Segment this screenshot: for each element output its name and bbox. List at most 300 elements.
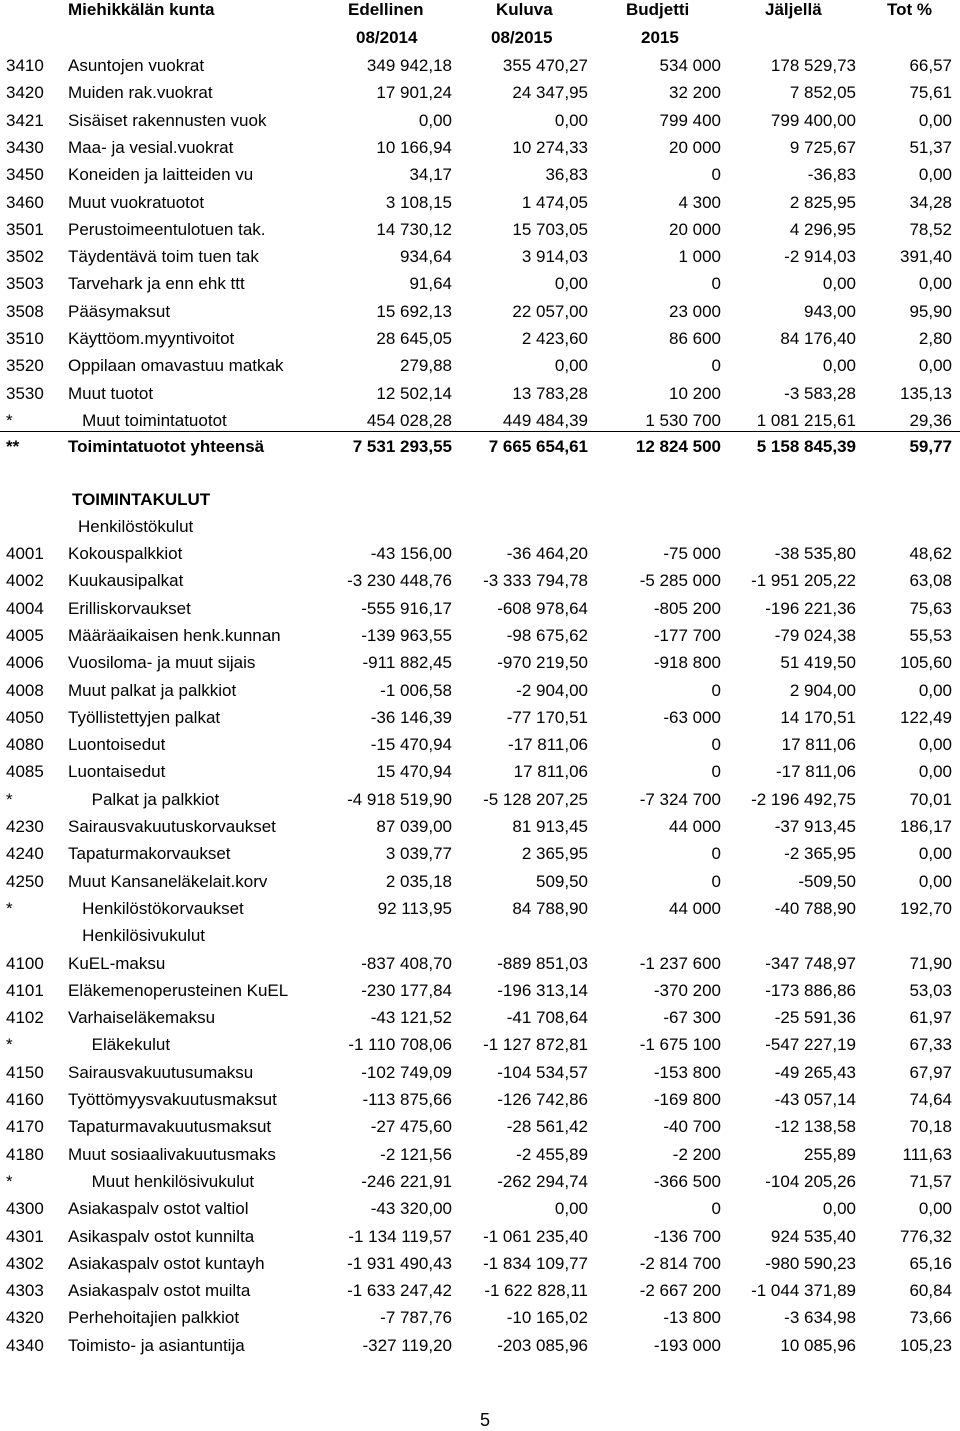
remaining-value: -3 583,28 — [784, 383, 856, 403]
budget-value: 1 000 — [678, 247, 721, 267]
current-value: -196 313,14 — [497, 980, 588, 1000]
total-pct-value: 0,00 — [918, 871, 952, 891]
table-row — [0, 1141, 960, 1168]
previous-value: 279,88 — [400, 356, 452, 376]
current-value: -77 170,51 — [506, 707, 588, 727]
remaining-value: 10 085,96 — [780, 1335, 856, 1355]
account-name: Maa- ja vesial.vuokrat — [68, 137, 234, 157]
account-name: Sairausvakuutuskorvaukset — [68, 817, 276, 836]
table-row — [0, 79, 960, 106]
table-row — [0, 1304, 960, 1331]
previous-value: -1 633 247,42 — [347, 1281, 452, 1301]
budget-value: 1 530 700 — [645, 410, 721, 430]
costs-section-title: TOIMINTAKULUT — [72, 490, 211, 509]
total-pct-value: 0,00 — [918, 274, 952, 294]
account-code: 4004 — [6, 598, 44, 618]
account-code: 3410 — [6, 56, 44, 75]
previous-value: -1 110 708,06 — [348, 1035, 452, 1055]
account-name: Pääsymaksut — [68, 301, 171, 321]
account-name: Kokouspalkkiot — [68, 544, 183, 563]
budget-value: -2 200 — [672, 1144, 721, 1164]
account-name: Sisäiset rakennusten vuok — [68, 110, 267, 130]
table-row — [0, 1332, 960, 1359]
previous-value: 14 730,12 — [376, 219, 452, 239]
remaining-value: -25 591,36 — [774, 1008, 856, 1028]
total-pct-value: 65,16 — [909, 1253, 952, 1273]
current-value: 81 913,45 — [512, 817, 588, 836]
current-value: 24 347,95 — [512, 83, 588, 103]
total-pct-value: 75,61 — [909, 83, 952, 103]
table-row — [0, 243, 960, 270]
account-name: Perhehoitajien palkkiot — [68, 1308, 240, 1328]
current-value: -608 978,64 — [497, 598, 588, 618]
header-total-pct-label: Tot % — [887, 0, 933, 19]
account-code: 4320 — [6, 1308, 44, 1328]
current-value: -17 811,06 — [507, 735, 588, 755]
table-row — [0, 567, 960, 594]
current-value: 13 783,28 — [512, 383, 588, 403]
account-name: Vuosiloma- ja muut sijais — [68, 653, 256, 673]
account-name: Eläkekulut — [68, 1035, 171, 1055]
previous-value: -1 134 119,57 — [348, 1226, 452, 1246]
account-code: 4302 — [6, 1253, 44, 1273]
budget-value: -5 285 000 — [639, 571, 721, 591]
current-value: -2 904,00 — [516, 680, 588, 700]
total-pct-value: 67,97 — [909, 1062, 952, 1082]
remaining-value: -37 913,45 — [774, 817, 856, 836]
total-pct-value: 0,00 — [918, 762, 952, 782]
account-name: Muut palkat ja palkkiot — [68, 680, 237, 700]
account-name: Työttömyysvakuutusmaksut — [68, 1090, 277, 1109]
budget-value: 0 — [711, 871, 721, 891]
costs-subtitle: Henkilöstökulut — [78, 517, 194, 536]
previous-value: -1 006,58 — [380, 680, 452, 700]
account-name: Henkilöstökorvaukset — [68, 898, 244, 918]
remaining-value: 0,00 — [822, 356, 856, 376]
budget-value: 20 000 — [669, 219, 721, 239]
table-row — [0, 298, 960, 325]
remaining-value: 1 081 215,61 — [756, 410, 856, 430]
remaining-value: -1 044 371,89 — [751, 1281, 856, 1301]
account-code: 4101 — [6, 980, 44, 1000]
previous-value: -2 121,56 — [380, 1144, 452, 1164]
remaining-value: 255,89 — [804, 1144, 856, 1164]
budget-value: -370 200 — [653, 980, 721, 1000]
account-code: 4006 — [6, 653, 44, 673]
income-total-curr: 7 665 654,61 — [488, 437, 588, 456]
table-row — [0, 1223, 960, 1250]
income-total-pct: 59,77 — [909, 437, 952, 456]
remaining-value: 0,00 — [822, 1199, 856, 1219]
remaining-value: -79 024,38 — [774, 625, 856, 645]
budget-value: -169 800 — [653, 1090, 721, 1109]
account-code: 3420 — [6, 83, 44, 103]
budget-value: 534 000 — [659, 56, 721, 75]
account-code: * — [6, 898, 13, 918]
table-row — [0, 107, 960, 134]
table-row — [0, 380, 960, 407]
budget-value: -67 300 — [663, 1008, 721, 1028]
account-code: 4300 — [6, 1199, 44, 1219]
total-pct-value: 186,17 — [900, 817, 952, 836]
account-code: 3421 — [6, 110, 44, 130]
remaining-value: 84 176,40 — [780, 329, 856, 348]
account-code: 4230 — [6, 817, 44, 836]
table-row — [0, 677, 960, 704]
account-code: 4102 — [6, 1008, 44, 1028]
table-row — [0, 977, 960, 1004]
remaining-value: -547 227,19 — [765, 1035, 856, 1055]
current-value: 22 057,00 — [512, 301, 588, 321]
current-value: 0,00 — [554, 1199, 588, 1219]
previous-value: 28 645,05 — [376, 329, 452, 348]
total-pct-value: 78,52 — [909, 219, 952, 239]
current-value: 2 423,60 — [521, 329, 588, 348]
previous-value: -102 749,09 — [361, 1062, 452, 1082]
previous-value: 2 035,18 — [385, 871, 452, 891]
current-value: 0,00 — [554, 356, 588, 376]
total-pct-value: 391,40 — [900, 247, 952, 267]
remaining-value: 799 400,00 — [770, 110, 856, 130]
total-pct-value: 66,57 — [909, 56, 952, 75]
account-name: Muut Kansaneläkelait.korv — [68, 871, 268, 891]
total-pct-value: 0,00 — [918, 844, 952, 864]
account-name: Asiakaspalv ostot kuntayh — [68, 1253, 265, 1273]
current-value: 36,83 — [545, 165, 588, 185]
budget-value: 799 400 — [659, 110, 721, 130]
current-value: -203 085,96 — [497, 1335, 588, 1355]
remaining-value: -980 590,23 — [765, 1253, 856, 1273]
header-budget-label: Budjetti — [626, 0, 690, 19]
previous-value: 10 166,94 — [376, 137, 452, 157]
total-pct-value: 29,36 — [909, 410, 952, 430]
account-code: 4005 — [6, 625, 44, 645]
remaining-value: -347 748,97 — [765, 953, 856, 973]
account-name: Palkat ja palkkiot — [68, 789, 220, 809]
budget-value: -2 667 200 — [639, 1281, 721, 1301]
remaining-value: -40 788,90 — [774, 898, 856, 918]
table-row — [0, 407, 960, 434]
budget-value: -7 324 700 — [639, 789, 721, 809]
account-code: 3510 — [6, 329, 44, 348]
current-value: 355 470,27 — [502, 56, 588, 75]
previous-value: -15 470,94 — [370, 735, 452, 755]
income-total-name: Toimintatuotot yhteensä — [68, 437, 265, 456]
table-row — [0, 595, 960, 622]
account-code: 4008 — [6, 680, 44, 700]
total-pct-value: 0,00 — [918, 1199, 952, 1219]
remaining-value: 2 825,95 — [789, 192, 856, 212]
total-pct-value: 105,60 — [900, 653, 952, 673]
budget-value: -75 000 — [663, 544, 721, 563]
previous-value: 34,17 — [409, 165, 452, 185]
table-row — [0, 540, 960, 567]
total-pct-value: 75,63 — [909, 598, 952, 618]
remaining-value: -36,83 — [807, 165, 856, 185]
previous-value: 0,00 — [418, 110, 452, 130]
page-number: 5 — [480, 1410, 491, 1430]
account-code: 4100 — [6, 953, 44, 973]
previous-value: -555 916,17 — [361, 598, 452, 618]
table-row — [0, 216, 960, 243]
account-name: Eläkemenoperusteinen KuEL — [68, 980, 289, 1000]
account-code: 4080 — [6, 735, 44, 755]
previous-value: 12 502,14 — [376, 383, 452, 403]
total-pct-value: 135,13 — [900, 383, 952, 403]
previous-value: 349 942,18 — [366, 56, 452, 75]
previous-value: 87 039,00 — [376, 817, 452, 836]
previous-value: -43 121,52 — [370, 1008, 452, 1028]
current-value: -1 834 109,77 — [483, 1253, 588, 1273]
current-value: 0,00 — [554, 110, 588, 130]
account-code: 4150 — [6, 1062, 44, 1082]
budget-value: 0 — [711, 844, 721, 864]
current-value: -126 742,86 — [497, 1090, 588, 1109]
account-name: Asiakaspalv ostot muilta — [68, 1281, 251, 1301]
remaining-value: -1 951 205,22 — [751, 571, 856, 591]
account-code: 3430 — [6, 137, 44, 157]
account-name: Muut tuotot — [68, 383, 154, 403]
previous-value: -36 146,39 — [370, 707, 452, 727]
current-value: -1 622 828,11 — [484, 1281, 588, 1301]
table-row — [0, 731, 960, 758]
total-pct-value: 0,00 — [918, 165, 952, 185]
remaining-value: 2 904,00 — [789, 680, 856, 700]
total-pct-value: 0,00 — [918, 356, 952, 376]
table-row — [0, 325, 960, 352]
previous-value: 15 470,94 — [376, 762, 452, 782]
current-value: 1 474,05 — [521, 192, 588, 212]
total-pct-value: 60,84 — [909, 1281, 952, 1301]
account-name: Kuukausipalkat — [68, 571, 184, 591]
remaining-value: -2 365,95 — [784, 844, 856, 864]
table-row — [0, 1031, 960, 1058]
budget-value: 0 — [711, 356, 721, 376]
budget-value: -63 000 — [663, 707, 721, 727]
current-value: 10 274,33 — [512, 137, 588, 157]
table-row — [0, 352, 960, 379]
remaining-value: -173 886,86 — [765, 980, 856, 1000]
account-code: * — [6, 1035, 13, 1055]
total-pct-value: 0,00 — [918, 680, 952, 700]
remaining-value: 17 811,06 — [781, 735, 856, 755]
account-code: 4340 — [6, 1335, 44, 1355]
remaining-value: 9 725,67 — [789, 137, 856, 157]
budget-value: -1 237 600 — [639, 953, 721, 973]
current-value: -104 534,57 — [497, 1062, 588, 1082]
remaining-value: 0,00 — [822, 274, 856, 294]
previous-value: -327 119,20 — [362, 1335, 452, 1355]
current-value: 509,50 — [536, 871, 588, 891]
remaining-value: 178 529,73 — [770, 56, 856, 75]
account-code: 3460 — [6, 192, 44, 212]
current-value: -2 455,89 — [516, 1144, 588, 1164]
previous-value: -911 882,45 — [362, 653, 452, 673]
previous-value: -230 177,84 — [361, 980, 452, 1000]
budget-value: -805 200 — [653, 598, 721, 618]
account-name: Muut toimintatuotot — [68, 410, 227, 430]
table-row — [0, 270, 960, 297]
budget-value: -40 700 — [663, 1117, 721, 1137]
total-pct-value: 192,70 — [900, 898, 952, 918]
budget-value: 0 — [711, 165, 721, 185]
previous-value: -139 963,55 — [361, 625, 452, 645]
income-total-row — [0, 433, 960, 460]
previous-value: 454 028,28 — [366, 410, 452, 430]
header-prev-label: Edellinen — [348, 0, 424, 19]
total-pct-value: 63,08 — [909, 571, 952, 591]
total-pct-value: 2,80 — [918, 329, 952, 348]
account-name: Tapaturmakorvaukset — [68, 844, 231, 864]
previous-value: -4 918 519,90 — [347, 789, 452, 809]
account-code: 4301 — [6, 1226, 44, 1246]
total-pct-value: 111,63 — [902, 1144, 952, 1164]
remaining-value: -43 057,14 — [774, 1090, 856, 1109]
budget-value: 32 200 — [669, 83, 721, 103]
total-pct-value: 67,33 — [909, 1035, 952, 1055]
budget-value: -2 814 700 — [639, 1253, 721, 1273]
current-value: 15 703,05 — [512, 219, 588, 239]
table-row — [0, 895, 960, 922]
income-total-budget: 12 824 500 — [635, 437, 721, 456]
account-name: Muiden rak.vuokrat — [68, 83, 213, 103]
total-pct-value: 95,90 — [909, 301, 952, 321]
account-name: Luontoisedut — [68, 735, 166, 755]
budget-value: -13 800 — [663, 1308, 721, 1328]
header-municipality: Miehikkälän kunta — [68, 0, 215, 19]
account-code: 3502 — [6, 247, 44, 267]
current-value: -3 333 794,78 — [483, 571, 588, 591]
total-pct-value: 70,01 — [909, 789, 952, 809]
account-code: 4085 — [6, 762, 44, 782]
budget-value: -177 700 — [653, 625, 721, 645]
current-value: -262 294,74 — [497, 1171, 588, 1191]
table-row — [0, 161, 960, 188]
budget-value: 0 — [711, 274, 721, 294]
account-name: Täydentävä toim tuen tak — [68, 247, 259, 267]
account-code: 4160 — [6, 1090, 44, 1109]
current-value: -1 127 872,81 — [483, 1035, 588, 1055]
current-value: -98 675,62 — [506, 625, 588, 645]
account-name: Käyttöom.myyntivoitot — [68, 329, 235, 348]
previous-value: -837 408,70 — [361, 953, 452, 973]
previous-value: -43 156,00 — [370, 544, 452, 563]
table-row — [0, 1113, 960, 1140]
current-value: -1 061 235,40 — [483, 1226, 588, 1246]
total-pct-value: 73,66 — [909, 1308, 952, 1328]
remaining-value: -104 205,26 — [765, 1171, 856, 1191]
header-prev-period: 08/2014 — [356, 28, 418, 47]
account-name: Henkilösivukulut — [68, 926, 206, 946]
remaining-value: -2 914,03 — [784, 247, 856, 267]
table-row — [0, 813, 960, 840]
table-row — [0, 649, 960, 676]
account-name: Muut henkilösivukulut — [68, 1171, 255, 1191]
previous-value: 3 039,77 — [385, 844, 452, 864]
account-code: 4050 — [6, 707, 44, 727]
budget-value: 44 000 — [669, 817, 721, 836]
table-row — [0, 622, 960, 649]
account-name: Muut sosiaalivakuutusmaks — [68, 1144, 276, 1164]
total-pct-value: 0,00 — [918, 110, 952, 130]
current-value: -36 464,20 — [506, 544, 588, 563]
account-code: 3520 — [6, 356, 44, 376]
remaining-value: -196 221,36 — [765, 598, 856, 618]
remaining-value: 943,00 — [804, 301, 856, 321]
current-value: -41 708,64 — [506, 1008, 588, 1028]
table-row — [0, 1250, 960, 1277]
account-code: * — [6, 410, 13, 430]
account-name: Muut vuokratuotot — [68, 192, 205, 212]
remaining-value: -12 138,58 — [774, 1117, 856, 1137]
account-name: Asuntojen vuokrat — [68, 56, 205, 75]
total-pct-value: 55,53 — [909, 625, 952, 645]
header-remaining-label: Jäljellä — [765, 0, 822, 19]
table-row — [0, 786, 960, 813]
remaining-value: -3 634,98 — [784, 1308, 856, 1328]
total-divider — [0, 431, 960, 432]
budget-value: 0 — [711, 762, 721, 782]
total-pct-value: 105,23 — [900, 1335, 952, 1355]
budget-value: 23 000 — [669, 301, 721, 321]
remaining-value: -38 535,80 — [774, 544, 856, 563]
budget-value: 44 000 — [669, 898, 721, 918]
account-code: 4001 — [6, 544, 44, 563]
budget-value: 10 200 — [669, 383, 721, 403]
account-code: 3530 — [6, 383, 44, 403]
current-value: -28 561,42 — [506, 1117, 588, 1137]
account-name: Tapaturmavakuutusmaksut — [68, 1117, 272, 1137]
current-value: 0,00 — [554, 274, 588, 294]
header-budget-year: 2015 — [641, 28, 679, 47]
table-row — [0, 758, 960, 785]
total-pct-value: 53,03 — [909, 980, 952, 1000]
account-name: Oppilaan omavastuu matkak — [68, 356, 284, 376]
total-pct-value: 51,37 — [909, 137, 952, 157]
previous-value: 934,64 — [400, 247, 452, 267]
account-code: 4303 — [6, 1281, 44, 1301]
current-value: 17 811,06 — [513, 762, 588, 782]
budget-value: 0 — [711, 1199, 721, 1219]
budget-value: 4 300 — [678, 192, 721, 212]
total-pct-value: 71,57 — [909, 1171, 952, 1191]
total-pct-value: 71,90 — [909, 953, 952, 973]
account-code: 4180 — [6, 1144, 44, 1164]
account-code: 3501 — [6, 219, 44, 239]
account-code: * — [6, 1171, 13, 1191]
table-row — [0, 189, 960, 216]
budget-value: -366 500 — [653, 1171, 721, 1191]
previous-value: -27 475,60 — [370, 1117, 452, 1137]
table-row — [0, 1059, 960, 1086]
previous-value: 91,64 — [409, 274, 452, 294]
account-code: 4240 — [6, 844, 44, 864]
remaining-value: 51 419,50 — [780, 653, 856, 673]
current-value: 3 914,03 — [521, 247, 588, 267]
previous-value: -113 875,66 — [362, 1090, 452, 1109]
table-row — [0, 1086, 960, 1113]
total-pct-value: 122,49 — [900, 707, 952, 727]
remaining-value: -17 811,06 — [775, 762, 856, 782]
budget-value: -918 800 — [653, 653, 721, 673]
budget-value: -193 000 — [653, 1335, 721, 1355]
account-name: Koneiden ja laitteiden vu — [68, 165, 254, 185]
account-code: 3450 — [6, 165, 44, 185]
table-row — [0, 1168, 960, 1195]
account-code: 3508 — [6, 301, 44, 321]
account-name: Työllistettyjen palkat — [68, 707, 221, 727]
previous-value: -7 787,76 — [380, 1308, 452, 1328]
